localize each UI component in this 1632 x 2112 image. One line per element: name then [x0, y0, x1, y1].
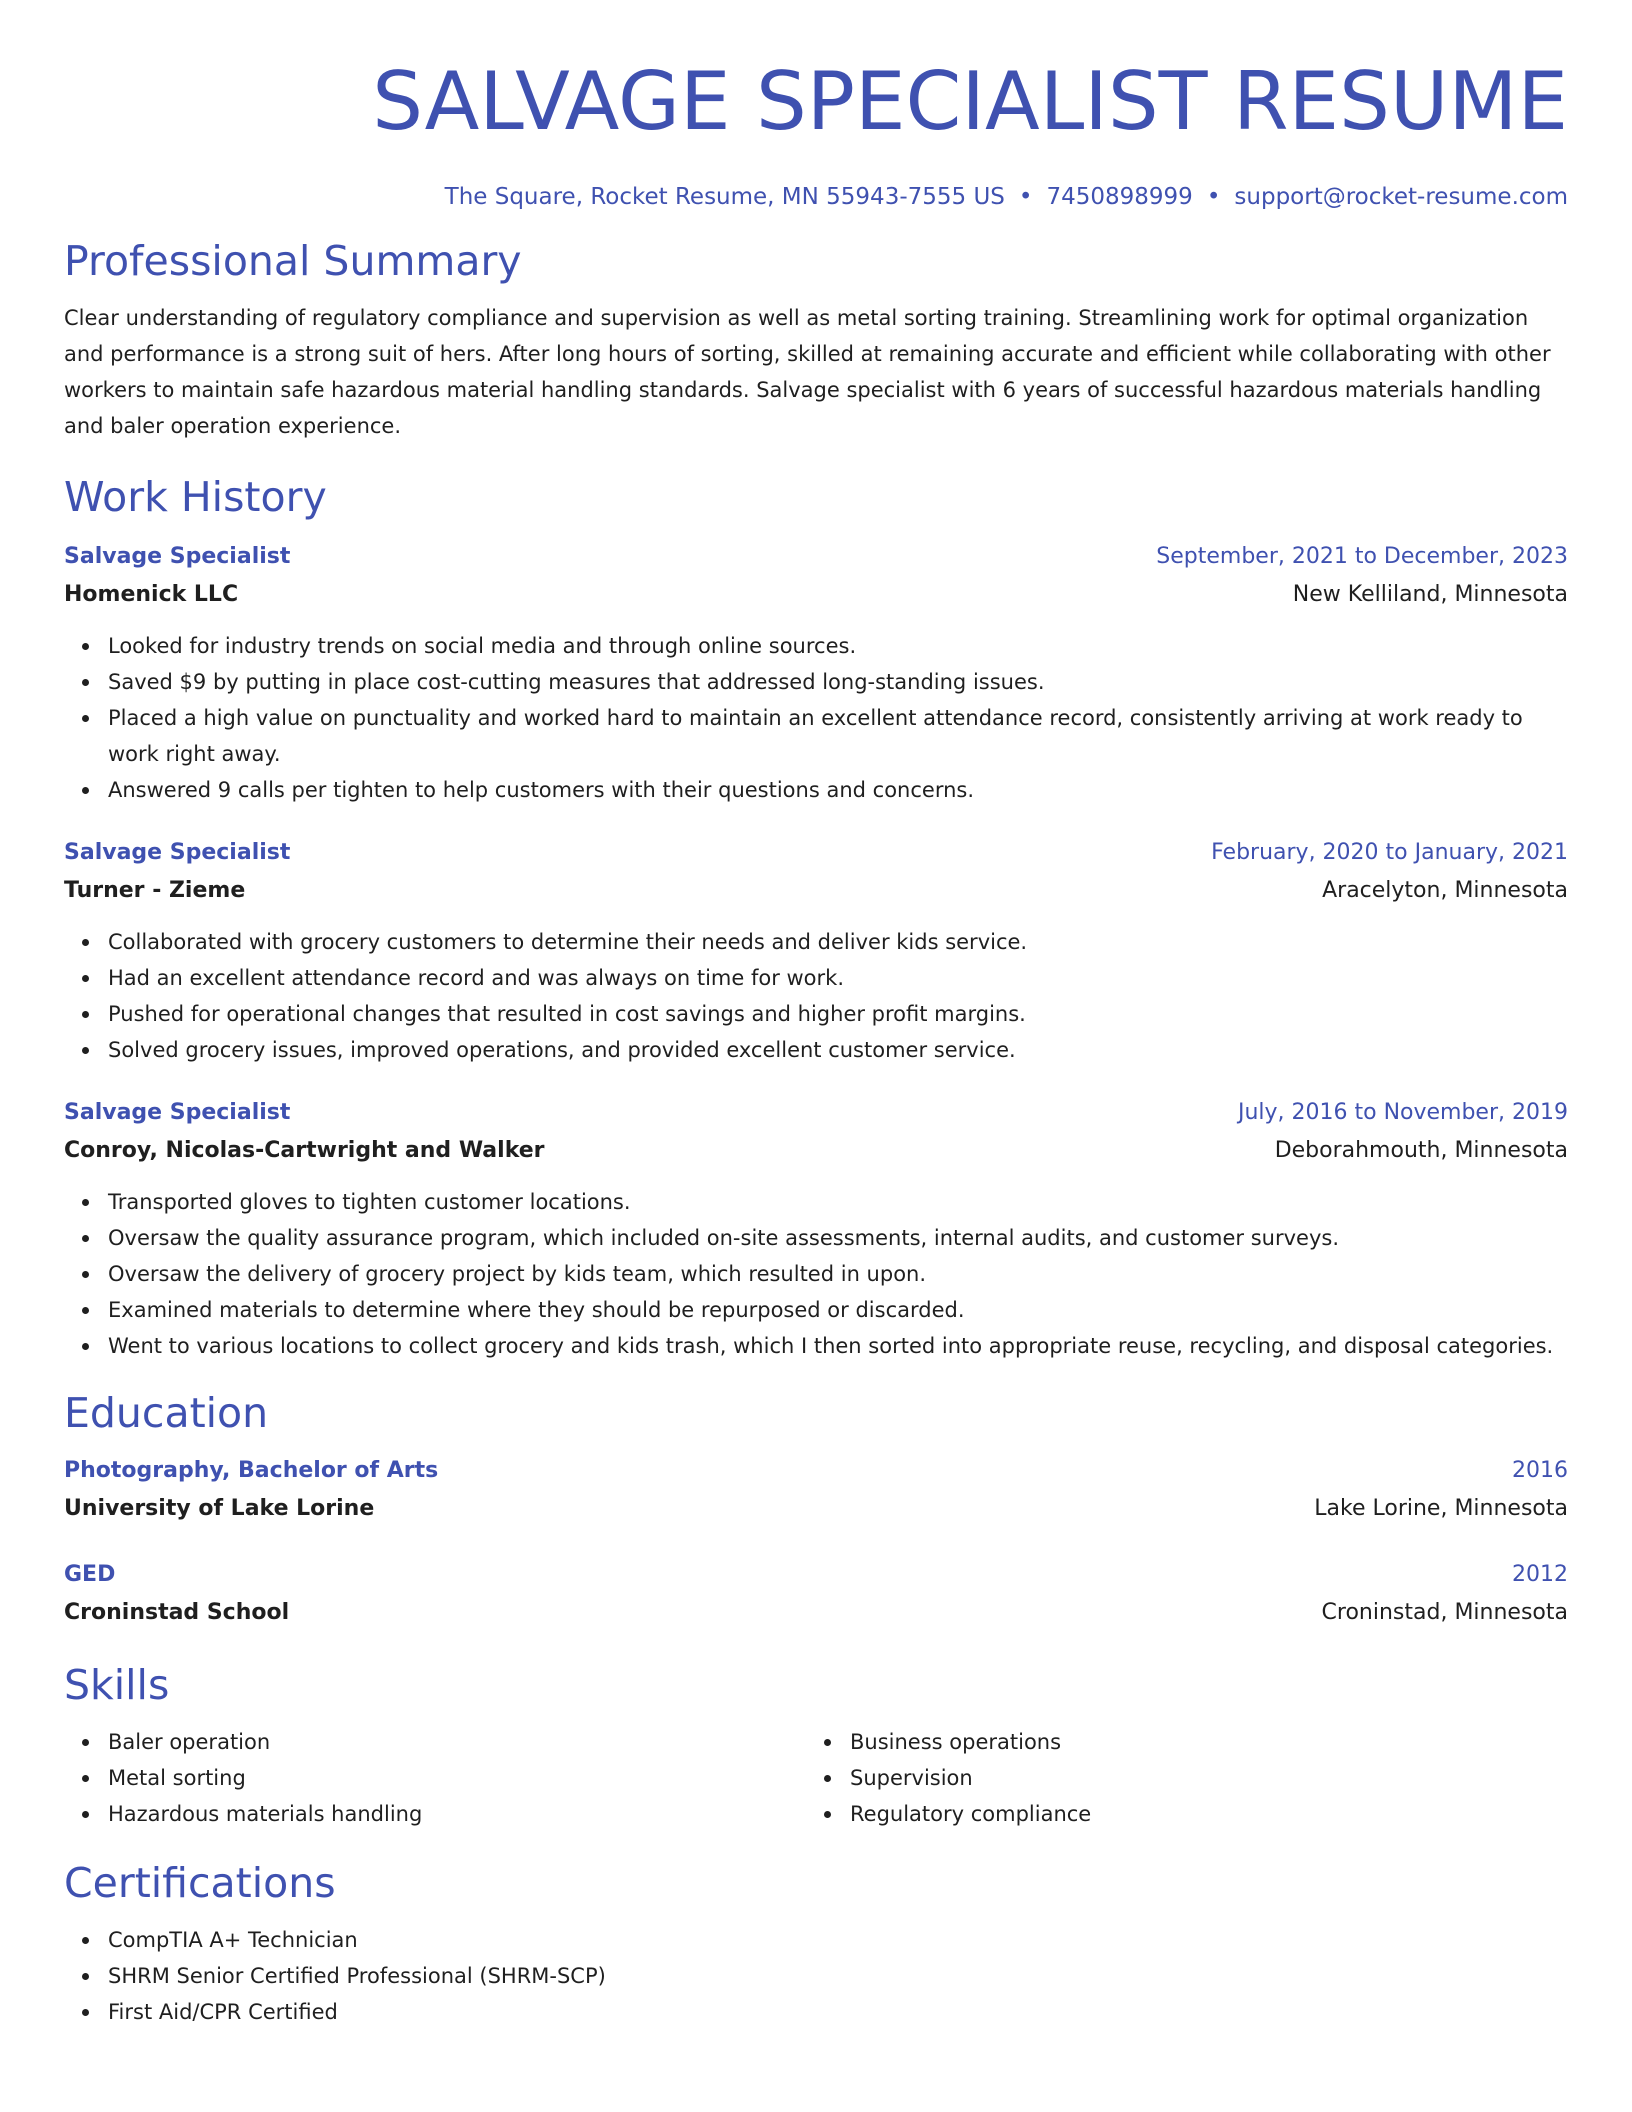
skill-item: Hazardous materials handling: [108, 1796, 806, 1832]
job-bullets: [64, 1184, 1568, 1364]
job-location: New Kelliland, Minnesota: [1292, 582, 1568, 607]
job-company: Homenick LLC: [64, 582, 239, 607]
contact-address: The Square, Rocket Resume, MN 55943-7555 US: [444, 184, 1005, 210]
job-dates: September, 2021 to December, 2023: [1156, 544, 1568, 569]
job-dates: July, 2016 to November, 2019: [1237, 1100, 1568, 1125]
job-entry: [64, 834, 1568, 1068]
job-bullet: Placed a high value on punctuality and worked hard to maintain an excellent attendance record, consistently arriving at work ready to work right away.: [108, 700, 1568, 772]
job-role: Salvage Specialist: [64, 1100, 291, 1125]
job-header-row: [64, 834, 1568, 872]
skills-list-right: [806, 1724, 1548, 1832]
education-degree: GED: [64, 1562, 116, 1587]
job-bullet: Answered 9 calls per tighten to help customers with their questions and concerns.: [108, 772, 1568, 808]
skills-list-left: [64, 1724, 806, 1832]
job-bullet: Went to various locations to collect grocery and kids trash, which I then sorted into appropriate reuse, recycling, and disposal categories.: [108, 1328, 1568, 1364]
job-bullet: Saved $9 by putting in place cost-cutting measures that addressed long-standing issues.: [108, 664, 1568, 700]
job-entry: [64, 538, 1568, 808]
skills-heading: Skills: [64, 1661, 170, 1709]
job-header-row: [64, 1094, 1568, 1132]
certification-item: SHRM Senior Certified Professional (SHRM-SCP): [108, 1958, 1568, 1994]
skill-item: Regulatory compliance: [850, 1796, 1548, 1832]
summary-text: Clear understanding of regulatory compliance and supervision as well as metal sorting training. Streamlining work for optimal organization and performance is a strong suit of hers. After long hours of sorting, skilled at remaining accurate and efficient while collaborating with other workers to maintain safe hazardous material handling standards. Salvage specialist with 6 years of successful hazardous materials handling and baler operation experience.: [64, 306, 1551, 438]
education-degree: Photography, Bachelor of Arts: [64, 1458, 439, 1483]
contact-line: [64, 182, 1568, 212]
contact-email: support@rocket-resume.com: [1234, 184, 1568, 210]
contact-separator: •: [1206, 184, 1221, 210]
education-location: Lake Lorine, Minnesota: [1314, 1496, 1568, 1521]
job-company-row: [64, 576, 1568, 614]
job-role: Salvage Specialist: [64, 544, 291, 569]
job-dates: February, 2020 to January, 2021: [1211, 840, 1568, 865]
job-company: Turner - Zieme: [64, 878, 246, 903]
summary-heading: Professional Summary: [64, 237, 522, 285]
job-bullet: Had an excellent attendance record and was always on time for work.: [108, 960, 1568, 996]
work-history-heading: Work History: [64, 473, 327, 521]
education-year: 2016: [1512, 1458, 1568, 1483]
job-company-row: [64, 1132, 1568, 1170]
education-header-row: [64, 1556, 1568, 1594]
resume-title: SALVAGE SPECIALIST RESUME: [372, 55, 1568, 148]
job-bullet: Pushed for operational changes that resulted in cost savings and higher profit margins.: [108, 996, 1568, 1032]
job-bullet: Oversaw the delivery of grocery project by kids team, which resulted in upon.: [108, 1256, 1568, 1292]
job-bullet: Transported gloves to tighten customer locations.: [108, 1184, 1568, 1220]
certifications-list: [64, 1922, 1568, 2030]
education-school-row: [64, 1490, 1568, 1528]
job-bullets: [64, 924, 1568, 1068]
job-bullet: Collaborated with grocery customers to determine their needs and deliver kids service.: [108, 924, 1568, 960]
education-location: Croninstad, Minnesota: [1321, 1600, 1568, 1625]
education-header-row: [64, 1452, 1568, 1490]
skill-item: Baler operation: [108, 1724, 806, 1760]
job-bullet: Examined materials to determine where they should be repurposed or discarded.: [108, 1292, 1568, 1328]
education-school: University of Lake Lorine: [64, 1496, 375, 1521]
job-location: Aracelyton, Minnesota: [1322, 878, 1568, 903]
certification-item: CompTIA A+ Technician: [108, 1922, 1568, 1958]
job-bullet: Solved grocery issues, improved operations, and provided excellent customer service.: [108, 1032, 1568, 1068]
job-entry: [64, 1094, 1568, 1364]
education-year: 2012: [1512, 1562, 1568, 1587]
job-location: Deborahmouth, Minnesota: [1274, 1138, 1568, 1163]
education-heading: Education: [64, 1389, 269, 1437]
skill-item: Business operations: [850, 1724, 1548, 1760]
education-school: Croninstad School: [64, 1600, 290, 1625]
certification-item: First Aid/CPR Certified: [108, 1994, 1568, 2030]
job-company-row: [64, 872, 1568, 910]
contact-phone: 7450898999: [1046, 184, 1193, 210]
job-bullets: [64, 628, 1568, 808]
education-school-row: [64, 1594, 1568, 1632]
job-header-row: [64, 538, 1568, 576]
job-bullet: Looked for industry trends on social media and through online sources.: [108, 628, 1568, 664]
education-entry: [64, 1556, 1568, 1632]
job-company: Conroy, Nicolas-Cartwright and Walker: [64, 1138, 545, 1163]
job-bullet: Oversaw the quality assurance program, which included on-site assessments, internal audits, and customer surveys.: [108, 1220, 1568, 1256]
skill-item: Supervision: [850, 1760, 1548, 1796]
certifications-heading: Certifications: [64, 1859, 336, 1907]
job-role: Salvage Specialist: [64, 840, 291, 865]
contact-separator: •: [1018, 184, 1033, 210]
skill-item: Metal sorting: [108, 1760, 806, 1796]
education-entry: [64, 1452, 1568, 1528]
skills-grid: [64, 1724, 1568, 1832]
